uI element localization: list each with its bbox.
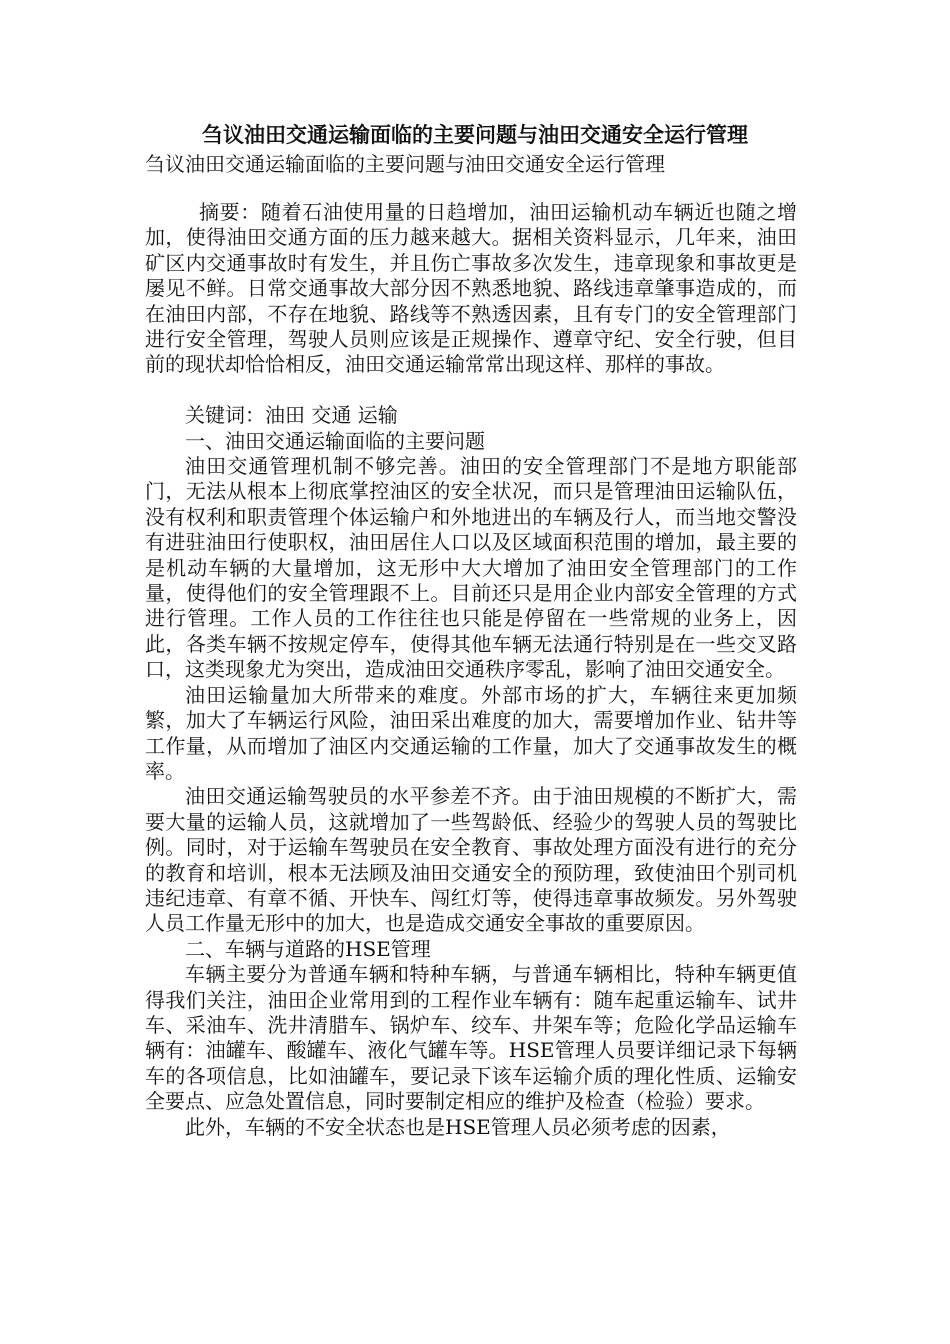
body-paragraph-2: 油田运输量加大所带来的难度。外部市场的扩大，车辆往来更加频繁，加大了车辆运行风险，油田采出难度的加大，需要增加作业、钻井等工作量，从而增加了油区内交通运输的工作量，加大了交通事故发生的概率。 bbox=[145, 682, 797, 783]
keywords-line: 关键词：油田 交通 运输 bbox=[185, 403, 398, 428]
section-heading-1: 一、油田交通运输面临的主要问题 bbox=[185, 428, 485, 453]
section-heading-2: 二、车辆与道路的HSE管理 bbox=[185, 936, 431, 961]
body-paragraph-1: 油田交通管理机制不够完善。油田的安全管理部门不是地方职能部门，无法从根本上彻底掌控油区的安全状况，而只是管理油田运输队伍，没有权利和职责管理个体运输户和外地进出的车辆及行人，而当地交警没有进驻油田行使职权，油田居住人口以及区域面积范围的增加，最主要的是机动车辆的大量增加，这无形中大大增加了油田安全管理部门的工作量，使得他们的安全管理跟不上。目前还只是用企业内部安全管理的方式进行管理。工作人员的工作往往也只能是停留在一些常规的业务上，因此，各类车辆不按规定停车，使得其他车辆无法通行特别是在一些交叉路口，这类现象尤为突出，造成油田交通秩序零乱，影响了油田交通安全。 bbox=[145, 454, 797, 682]
document-subtitle: 刍议油田交通运输面临的主要问题与油田交通安全运行管理 bbox=[145, 152, 665, 176]
document-body bbox=[145, 200, 797, 1140]
body-paragraph-3: 油田交通运输驾驶员的水平参差不齐。由于油田规模的不断扩大，需要大量的运输人员，这就增加了一些驾龄低、经验少的驾驶人员的驾驶比例。同时，对于运输车驾驶员在安全教育、事故处理方面没有进行的充分的教育和培训，根本无法顾及油田交通安全的预防理，致使油田个别司机违纪违章、有章不循、开快车、闯红灯等，使得违章事故频发。另外驾驶人员工作量无形中的加大，也是造成交通安全事故的重要原因。 bbox=[145, 784, 797, 936]
body-paragraph-4: 车辆主要分为普通车辆和特种车辆，与普通车辆相比，特种车辆更值得我们关注，油田企业常用到的工程作业车辆有：随车起重运输车、试井车、采油车、洗井清腊车、锅炉车、绞车、井架车等；危险化学品运输车辆有：油罐车、酸罐车、液化气罐车等。HSE管理人员要详细记录下每辆车的各项信息，比如油罐车，要记录下该车运输介质的理化性质、运输安全要点、应急处置信息，同时要制定相应的维护及检查（检验）要求。 bbox=[145, 962, 797, 1114]
abstract-paragraph: 摘要：随着石油使用量的日趋增加，油田运输机动车辆近也随之增加，使得油田交通方面的压力越来越大。据相关资料显示，几年来，油田矿区内交通事故时有发生，并且伤亡事故多次发生，违章现象和事故更是屡见不鲜。日常交通事故大部分因不熟悉地貌、路线违章肇事造成的，而在油田内部，不存在地貌、路线等不熟透因素，且有专门的安全管理部门进行安全管理，驾驶人员则应该是正规操作、遵章守纪、安全行驶，但目前的现状却恰恰相反，油田交通运输常常出现这样、那样的事故。 bbox=[145, 200, 797, 377]
document-title: 刍议油田交通运输面临的主要问题与油田交通安全运行管理 bbox=[202, 123, 748, 147]
blank-line bbox=[145, 378, 797, 403]
body-paragraph-5: 此外，车辆的不安全状态也是HSE管理人员必须考虑的因素， bbox=[185, 1114, 731, 1139]
